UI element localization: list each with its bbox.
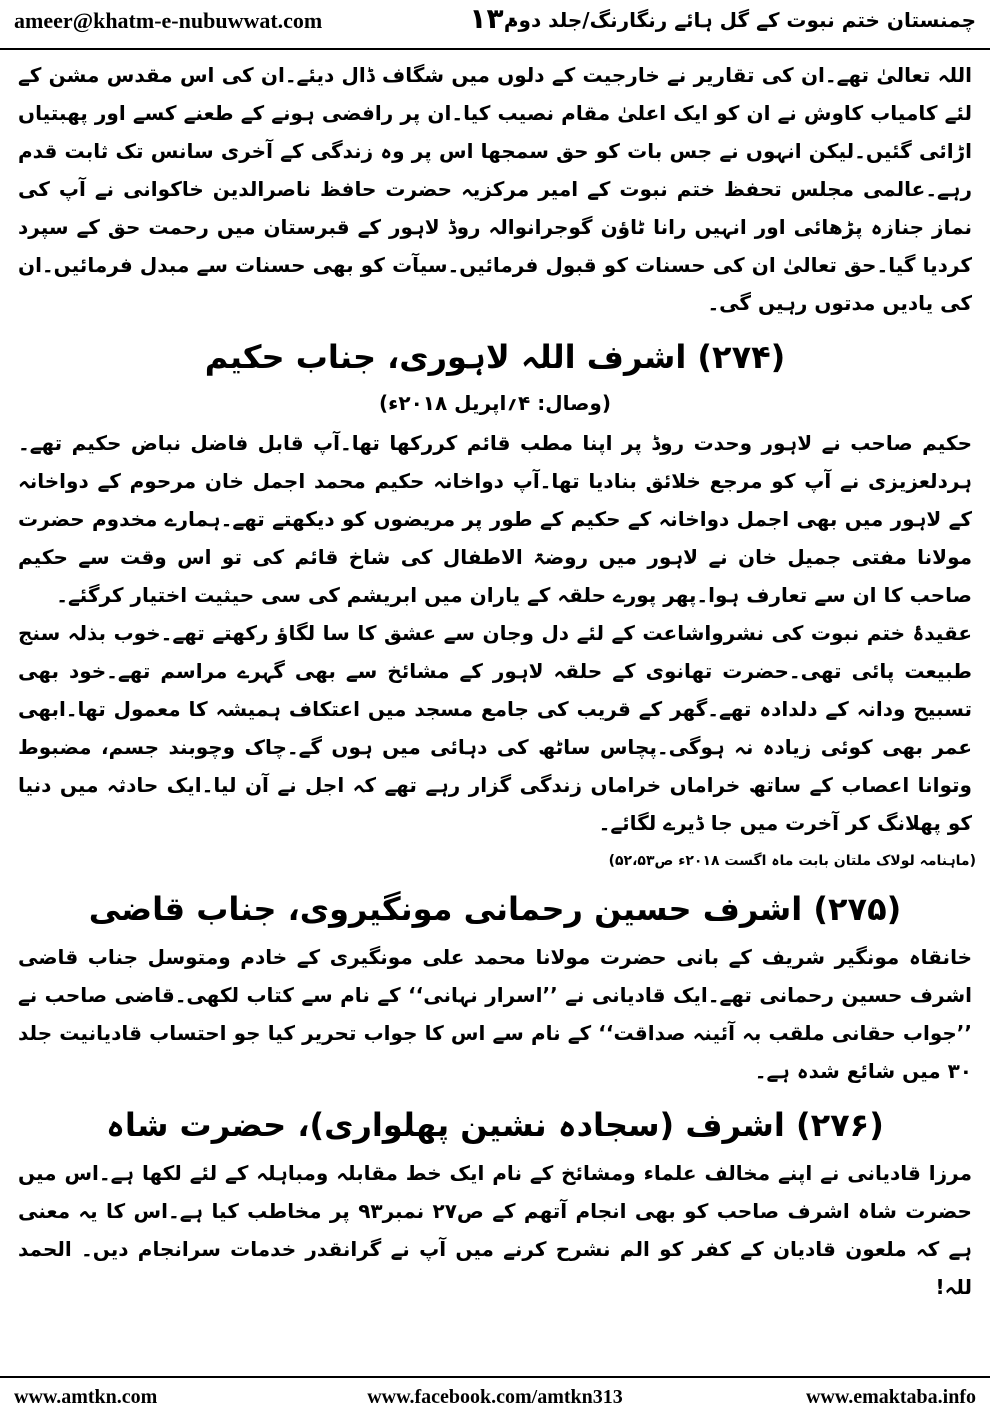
footer-link-emaktaba[interactable]: www.emaktaba.info [805,1386,976,1408]
footer-link-facebook[interactable]: www.facebook.com/amtkn313 [367,1386,623,1408]
section-276-heading: (۲۷۶) اشرف (سجادہ نشین پھلواری)، حضرت شاہ [106,1106,884,1144]
section-274-paragraph-1: حکیم صاحب نے لاہور وحدت روڈ پر اپنا مطب قائم کررکھا تھا۔آپ قابل فاضل نباض حکیم تھے۔ہردلعزیزی نے آپ کو مرجع خلائق بنادیا تھا۔آپ دواخانہ حکیم محمد اجمل خان مرحوم کے دواخانہ کے لاہور میں بھی اجمل دواخانہ کے حکیم کے طور پر مریضوں کو دیکھتے تھے۔ہمارے مخدوم حضرت مولانا مفتی جمیل خان نے لاہور میں روضۃ الاطفال کی شاخ قائم کی تو اس وقت سے حکیم صاحب کا ان سے تعارف ہوا۔پھر پورے حلقہ کے یاران میں ابریشم کی سی حیثیت اختیار کرگئے۔ [18,431,972,607]
section-276-paragraph: مرزا قادیانی نے اپنے مخالف علماء ومشائخ کے نام ایک خط مقابلہ ومباہلہ کے لئے لکھا ہے۔اس میں حضرت شاہ اشرف صاحب کو بھی انجام آتھم کے ص۲۷ نمبر۹۳ پر مخاطب کیا ہے۔اس کا یہ معنی ہے کہ ملعون قادیان کے کفر کو الم نشرح کرنے میں آپ نے گرانقدر خدمات سرانجام دیں۔ الحمد للہ! [18,1161,972,1299]
header-email: ameer@khatm-e-nubuwwat.com [14,8,323,33]
section-274-source: (ماہنامہ لولاک ملتان بابت ماہ اگست ۲۰۱۸ء ص۵۲،۵۳) [608,853,976,869]
section-275-heading: (۲۷۵) اشرف حسین رحمانی مونگیروی، جناب قاضی [88,890,902,928]
page-header [0,0,990,50]
footer-link-amtkn[interactable]: www.amtkn.com [14,1386,158,1408]
section-274-subheading: (وصال: ۴؍اپریل ۲۰۱۸ء) [378,391,611,415]
page-number: ۱۳۰ [469,2,521,35]
section-275-paragraph: خانقاہ مونگیر شریف کے بانی حضرت مولانا محمد علی مونگیری کے خادم ومتوسل جناب قاضی اشرف حسین رحمانی تھے۔ایک قادیانی نے ’’اسرار نہانی‘‘ کے نام سے کتاب لکھی۔قاضی صاحب نے ’’جواب حقانی ملقب بہ آئینہ صداقت‘‘ کے نام سے اس کا جواب تحریر کیا جو احتساب قادیانیت جلد ۳۰ میں شائع شدہ ہے۔ [18,945,972,1083]
section-274-heading: (۲۷۴) اشرف اللہ لاہوری، جناب حکیم [204,338,786,376]
section-274-paragraph-2: عقیدۂ ختم نبوت کی نشرواشاعت کے لئے دل وجان سے عشق کا سا لگاؤ رکھتے تھے۔خوب بذلہ سنج طبیعت پائی تھی۔حضرت تھانوی کے حلقہ لاہور کے مشائخ سے بھی گہرے مراسم تھے۔خود بھی تسبیح ودانہ کے دلدادہ تھے۔گھر کے قریب کی جامع مسجد میں اعتکاف ہمیشہ کا معمول تھا۔ابھی عمر بھی کوئی زیادہ نہ ہوگی۔پچاس ساٹھ کی دہائی میں ہوں گے۔چاک وچوبند جسم، مضبوط وتوانا اعصاب کے ساتھ خراماں خراماں زندگی گزار رہے تھے کہ اجل نے آن لیا۔ایک حادثہ میں دنیا کو پھلانگ کر آخرت میں جا ڈیرے لگائے۔ [18,621,972,835]
page-content [14,56,976,1366]
page-footer [0,1376,990,1420]
intro-paragraph: اللہ تعالیٰ تھے۔ان کی تقاریر نے خارجیت کے دلوں میں شگاف ڈال دیئے۔ان کی اس مقدس مشن کے لئے کامیاب کاوش نے ان کو ایک اعلیٰ مقام نصیب کیا۔ان پر رافضی ہونے کے طعنے کسے اور پھبتیاں اڑائی گئیں۔لیکن انہوں نے جس بات کو حق سمجھا اس پر وہ زندگی کے آخری سانس تک ثابت قدم رہے۔عالمی مجلس تحفظ ختم نبوت کے امیر مرکزیہ حضرت حافظ ناصرالدین خاکوانی نے آپ کی نماز جنازہ پڑھائی اور انہیں رانا ٹاؤن گوجرانوالہ روڈ لاہور کے قبرستان میں رحمت حق کے سپرد کردیا گیا۔حق تعالیٰ ان کی حسنات کو قبول فرمائیں۔سیآت کو بھی حسنات سے مبدل فرمائیں۔ان کی یادیں مدتوں رہیں گی۔ [18,63,972,315]
book-title: چمنستان ختم نبوت کے گل ہائے رنگارنگ/جلد دوم [503,8,976,32]
